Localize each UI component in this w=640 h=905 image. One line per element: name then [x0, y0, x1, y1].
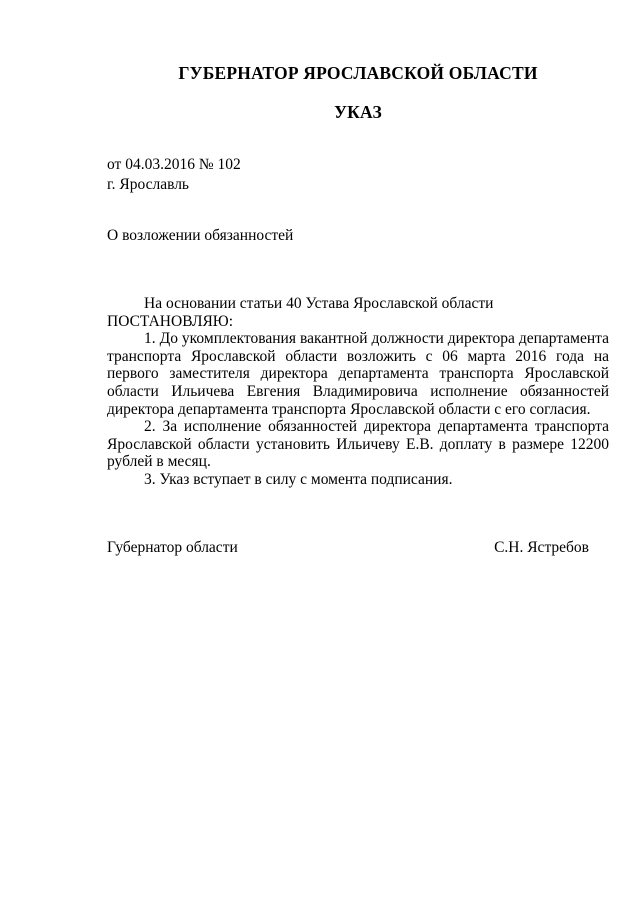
legal-basis-paragraph: На основании статьи 40 Устава Ярославской области: [144, 295, 494, 312]
issuing-authority-title: ГУБЕРНАТОР ЯРОСЛАВСКОЙ ОБЛАСТИ: [178, 63, 538, 83]
decree-body: [107, 295, 609, 489]
date-number-line: от 04.03.2016 № 102: [107, 156, 241, 173]
document-type-title: УКАЗ: [334, 102, 382, 122]
decree-word: ПОСТАНОВЛЯЮ:: [107, 312, 234, 330]
signatory-name: С.Н. Ястребов: [494, 539, 589, 556]
subject-line: О возложении обязанностей: [107, 227, 294, 244]
decree-item-3: 3. Указ вступает в силу с момента подписания.: [144, 470, 453, 488]
decree-item-1: 1. До укомплектования вакантной должности директора департамента транспорта Ярославской области возложить с 06 марта 2016 года на первого заместителя директора департамента транспорта Ярославской области Ильичева Евгения Владимировича исполнение обязанностей директора департамента транспорта Ярославской области с его согласия.: [107, 330, 609, 418]
decree-item-2: 2. За исполнение обязанностей директора департамента транспорта Ярославской области установить Ильичеву Е.В. доплату в размере 12200 рублей в месяц.: [107, 418, 609, 471]
city-line: г. Ярославль: [107, 176, 189, 193]
signatory-position: Губернатор области: [107, 539, 238, 556]
signature-block: [107, 538, 589, 557]
